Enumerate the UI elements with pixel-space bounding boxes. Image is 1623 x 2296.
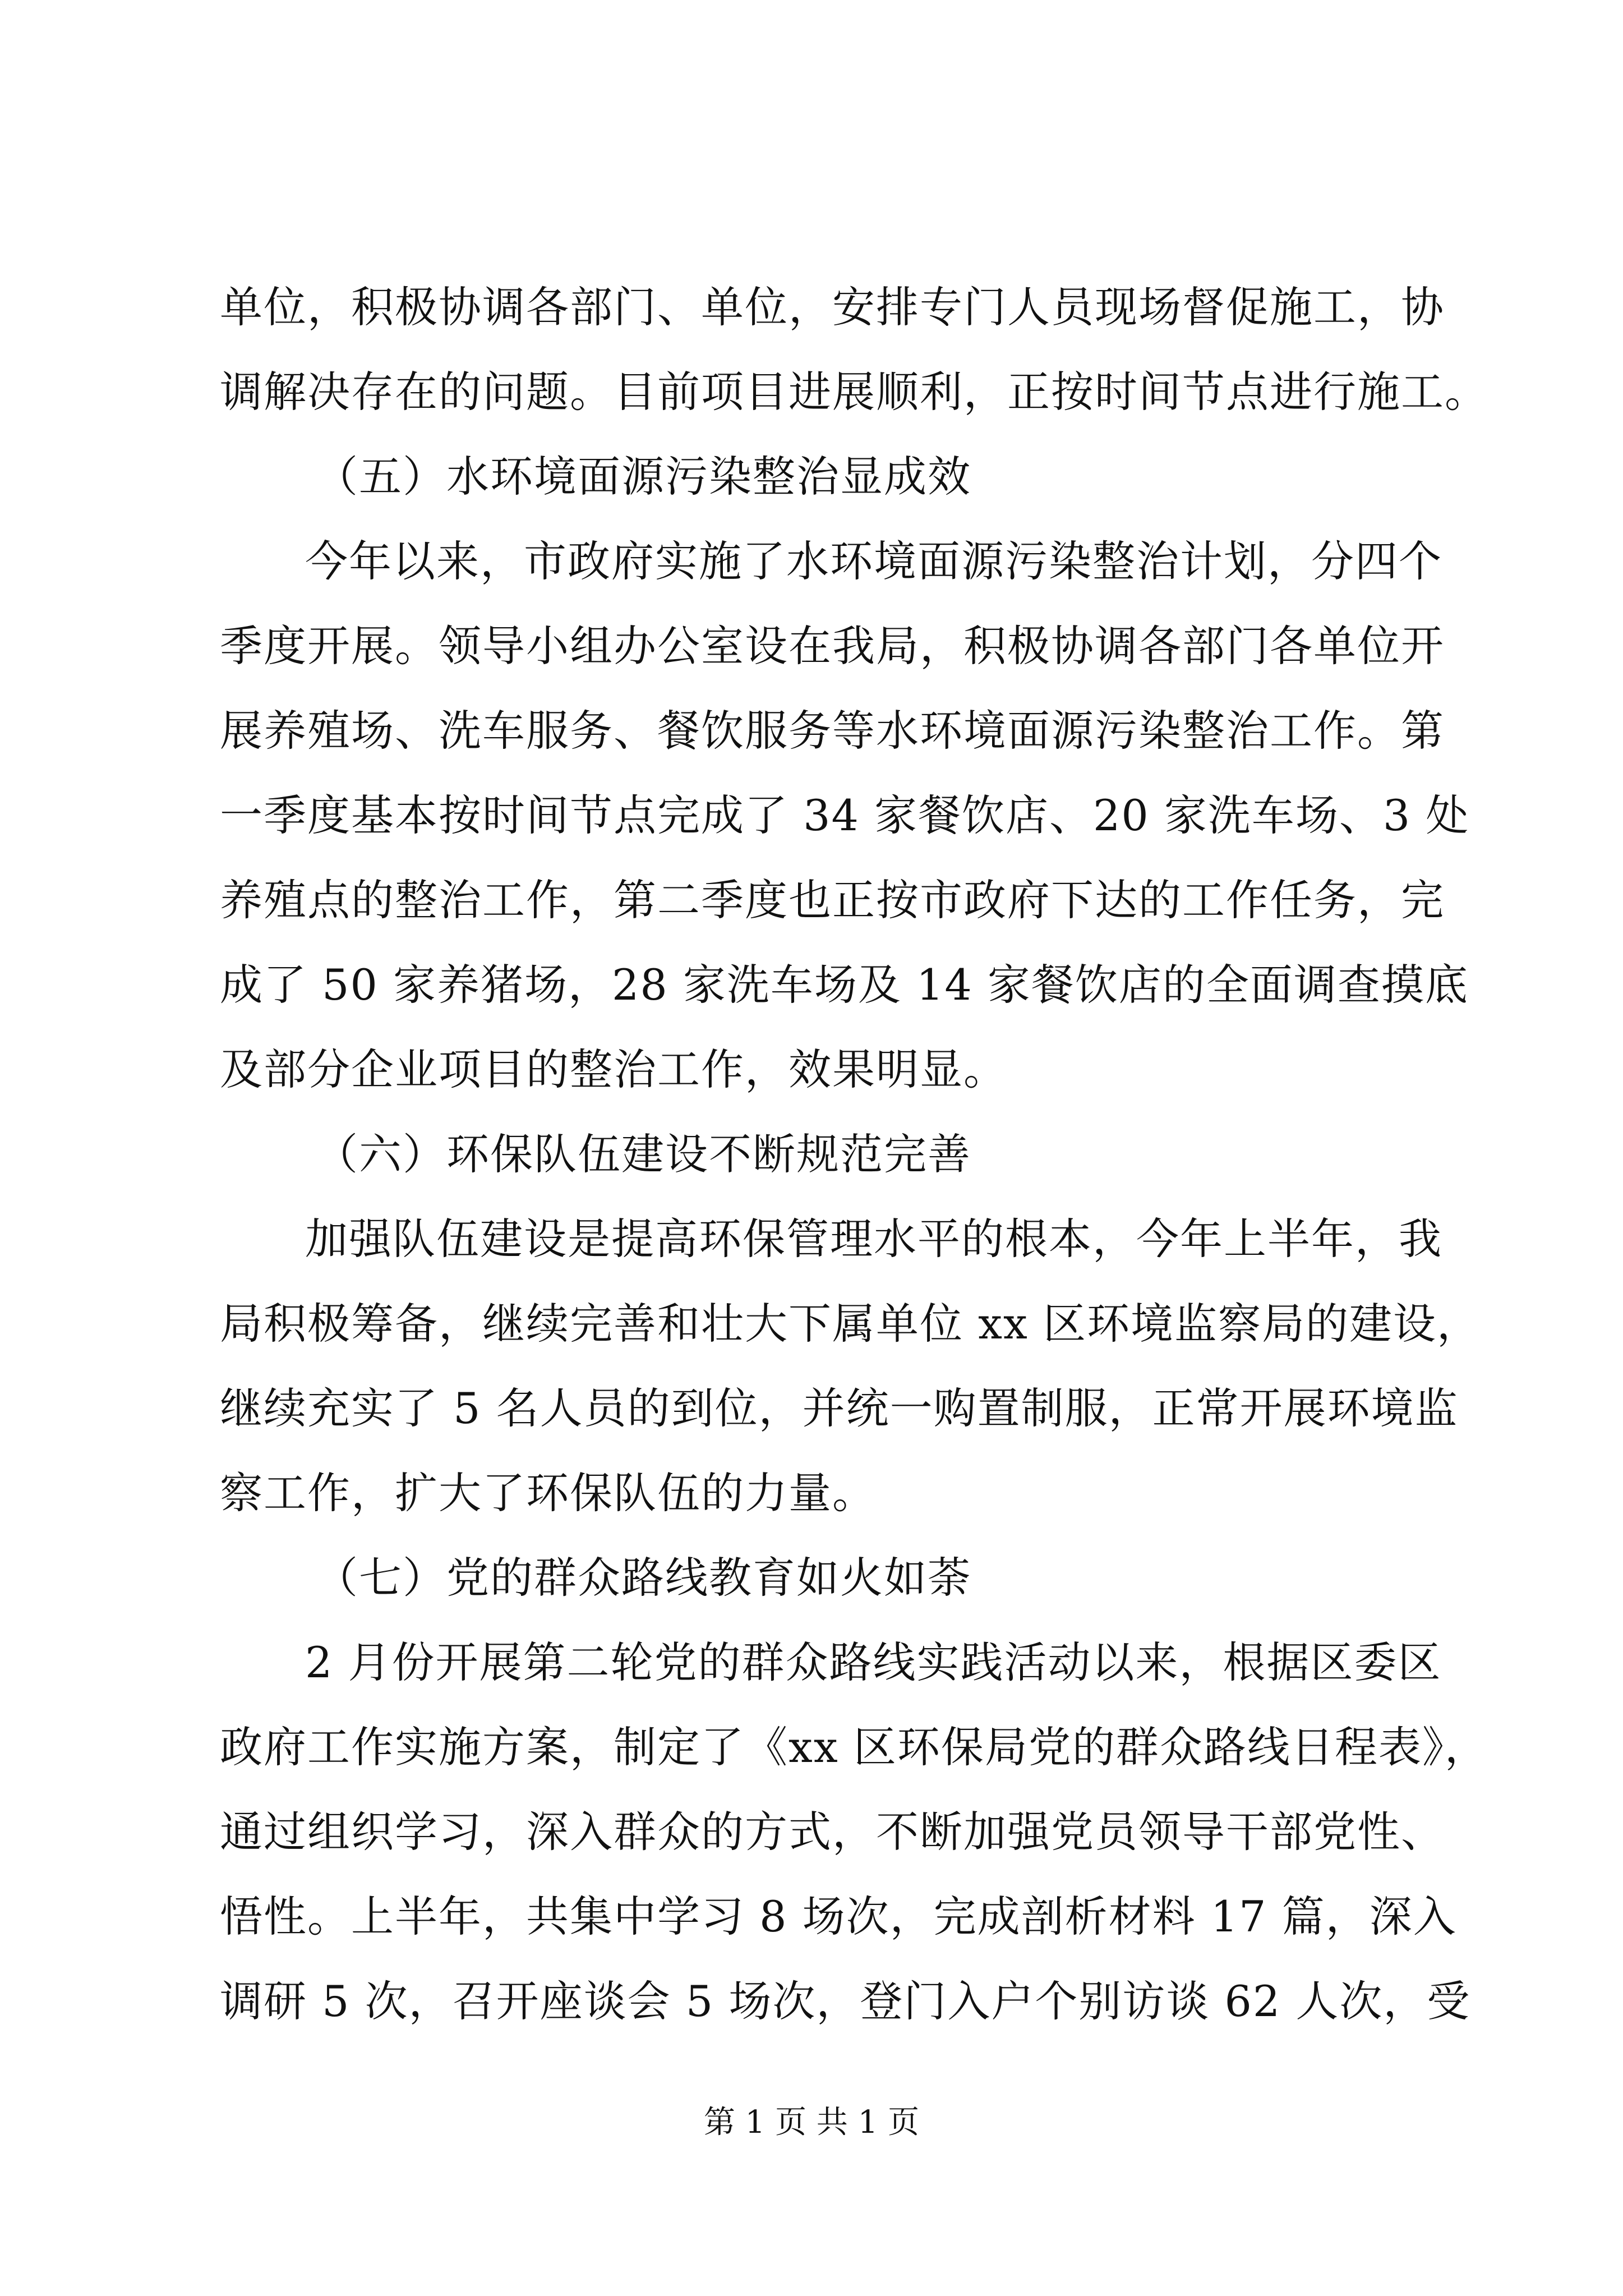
text-line: 调研 5 次，召开座谈会 5 场次，登门入户个别访谈 62 人次，受 — [220, 1976, 1471, 2026]
text-line: 一季度基本按时间节点完成了 34 家餐饮店、20 家洗车场、3 处 — [220, 790, 1470, 840]
text-line: 养殖点的整治工作，第二季度也正按市政府下达的工作任务，完 — [220, 875, 1445, 925]
text-line: 季度开展。领导小组办公室设在我局，积极协调各部门各单位开 — [220, 621, 1445, 671]
text-line: 局积极筹备，继续完善和壮大下属单位 xx 区环境监察局的建设， — [220, 1299, 1481, 1349]
text-line: 察工作，扩大了环保队伍的力量。 — [220, 1468, 876, 1518]
text-line: 成了 50 家养猪场，28 家洗车场及 14 家餐饮店的全面调查摸底 — [220, 960, 1469, 1010]
text-line: 及部分企业项目的整治工作，效果明显。 — [220, 1045, 1007, 1094]
paragraph-first-line: 2 月份开展第二轮党的群众路线实践活动以来，根据区委区 — [305, 1637, 1442, 1687]
section-heading: （七）党的群众路线教育如火如荼 — [315, 1553, 971, 1603]
paragraph-first-line: 今年以来，市政府实施了水环境面源污染整治计划，分四个 — [305, 536, 1442, 586]
text-line: 展养殖场、洗车服务、餐饮服务等水环境面源污染整治工作。第 — [220, 706, 1445, 756]
text-line: 调解决存在的问题。目前项目进展顺利，正按时间节点进行施工。 — [220, 367, 1488, 417]
text-line: 政府工作实施方案，制定了《xx 区环保局党的群众路线日程表》， — [220, 1722, 1488, 1772]
text-line: 单位，积极协调各部门、单位，安排专门人员现场督促施工，协 — [220, 282, 1445, 332]
section-heading: （六）环保队伍建设不断规范完善 — [315, 1129, 971, 1179]
text-line: 通过组织学习，深入群众的方式，不断加强党员领导干部党性、 — [220, 1807, 1445, 1857]
document-body — [220, 282, 1488, 2065]
text-line: 继续充实了 5 名人员的到位，并统一购置制服，正常开展环境监 — [220, 1383, 1459, 1433]
paragraph-first-line: 加强队伍建设是提高环保管理水平的根本，今年上半年，我 — [305, 1214, 1442, 1264]
text-line: 悟性。上半年，共集中学习 8 场次，完成剖析材料 17 篇，深入 — [220, 1892, 1457, 1941]
page-footer — [0, 2105, 1623, 2141]
page-number-label: 第 1 页 共 1 页 — [703, 2104, 920, 2141]
section-heading: （五）水环境面源污染整治显成效 — [315, 452, 971, 501]
